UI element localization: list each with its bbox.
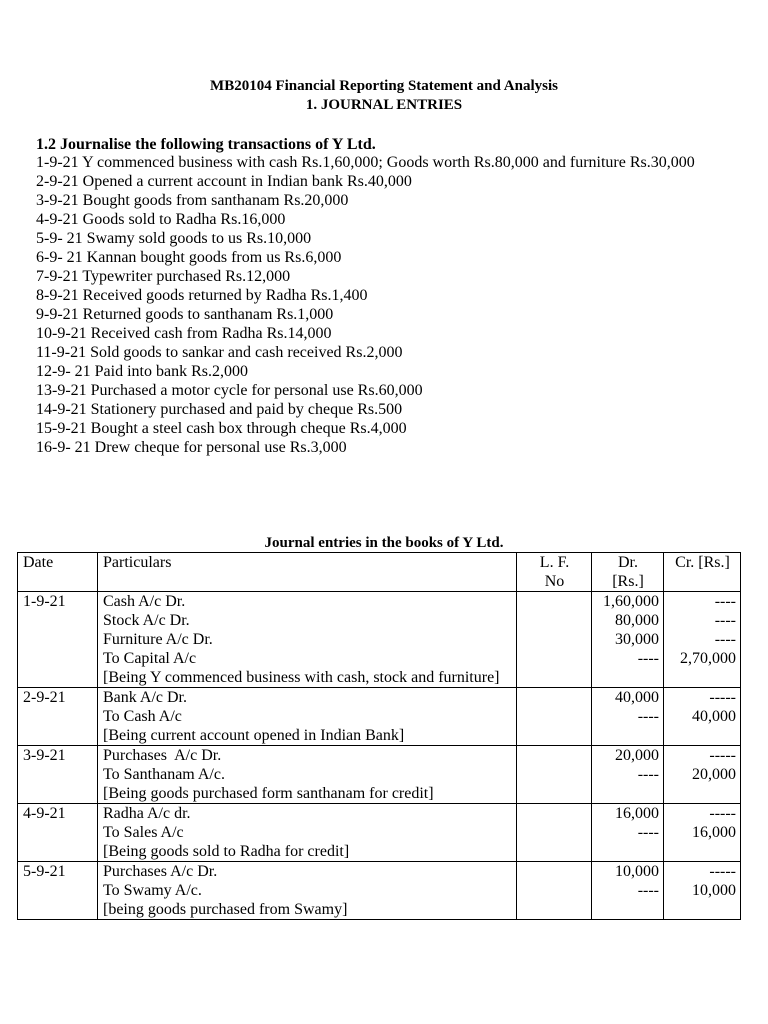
journal-entry-row <box>18 862 741 920</box>
credit-amount: ----- <box>709 747 736 764</box>
entry-date: 3-9-21 <box>18 746 98 804</box>
entry-date: 4-9-21 <box>18 804 98 862</box>
header-dr-line1: Dr. <box>618 554 638 571</box>
credit-amount: 2,70,000 <box>680 650 736 667</box>
credit-amount: 10,000 <box>692 882 736 899</box>
transaction-item: 13-9-21 Purchased a motor cycle for personal use Rs.60,000 <box>36 382 423 399</box>
entry-debit <box>592 688 664 746</box>
journal-table-title: Journal entries in the books of Y Ltd. <box>264 535 504 551</box>
transaction-item: 10-9-21 Received cash from Radha Rs.14,000 <box>36 325 332 342</box>
entry-line: To Sales A/c <box>103 824 184 841</box>
debit-amount: ---- <box>637 882 659 899</box>
entry-narration: [Being Y commenced business with cash, stock and furniture] <box>103 669 500 686</box>
entry-particulars <box>98 804 517 862</box>
transaction-item: 8-9-21 Received goods returned by Radha Rs.1,400 <box>36 287 368 304</box>
transaction-item: 11-9-21 Sold goods to sankar and cash received Rs.2,000 <box>36 344 403 361</box>
entry-line: Furniture A/c Dr. <box>103 631 213 648</box>
journal-entry-row <box>18 592 741 688</box>
entry-ledger-folio <box>517 746 592 804</box>
entry-debit <box>592 862 664 920</box>
entry-narration: [Being current account opened in Indian Bank] <box>103 727 405 744</box>
debit-amount: 30,000 <box>615 631 659 648</box>
transaction-item: 9-9-21 Returned goods to santhanam Rs.1,000 <box>36 306 334 323</box>
entry-narration: [being goods purchased from Swamy] <box>103 901 348 918</box>
entry-ledger-folio <box>517 688 592 746</box>
entry-ledger-folio <box>517 862 592 920</box>
entry-line: Purchases A/c Dr. <box>103 863 218 880</box>
debit-amount: 20,000 <box>615 747 659 764</box>
debit-amount: 40,000 <box>615 689 659 706</box>
entry-particulars <box>98 746 517 804</box>
entry-line: To Swamy A/c. <box>103 882 202 899</box>
transaction-item: 15-9-21 Bought a steel cash box through cheque Rs.4,000 <box>36 420 407 437</box>
entry-date: 2-9-21 <box>18 688 98 746</box>
transaction-item: 16-9- 21 Drew cheque for personal use Rs.3,000 <box>36 439 347 456</box>
entry-ledger-folio <box>517 592 592 688</box>
course-title: MB20104 Financial Reporting Statement and Analysis <box>210 78 558 94</box>
credit-amount: ---- <box>714 631 736 648</box>
header-debit <box>592 553 664 592</box>
debit-amount: ---- <box>637 650 659 667</box>
debit-amount: 16,000 <box>615 805 659 822</box>
transaction-item: 7-9-21 Typewriter purchased Rs.12,000 <box>36 268 291 285</box>
entry-credit <box>664 804 741 862</box>
question-title: 1.2 Journalise the following transactions of Y Ltd. <box>36 136 376 153</box>
entry-line: To Santhanam A/c. <box>103 766 225 783</box>
entry-ledger-folio <box>517 804 592 862</box>
entry-particulars <box>98 688 517 746</box>
entry-debit <box>592 746 664 804</box>
chapter-title: 1. JOURNAL ENTRIES <box>305 97 463 113</box>
entry-date: 5-9-21 <box>18 862 98 920</box>
credit-amount: ----- <box>709 689 736 706</box>
journal-entry-row <box>18 746 741 804</box>
transaction-item: 12-9- 21 Paid into bank Rs.2,000 <box>36 363 248 380</box>
header-date: Date <box>18 553 98 592</box>
entry-line: Radha A/c dr. <box>103 805 191 822</box>
credit-amount: ---- <box>714 612 736 629</box>
entry-debit <box>592 804 664 862</box>
debit-amount: ---- <box>637 766 659 783</box>
entry-credit <box>664 592 741 688</box>
transaction-item: 5-9- 21 Swamy sold goods to us Rs.10,000 <box>36 230 312 247</box>
credit-amount: 20,000 <box>692 766 736 783</box>
entry-credit <box>664 688 741 746</box>
journal-header-row <box>18 553 741 592</box>
entry-credit <box>664 746 741 804</box>
transaction-item: 6-9- 21 Kannan bought goods from us Rs.6,000 <box>36 249 342 266</box>
header-lf-line1: L. F. <box>539 554 570 571</box>
credit-amount: ----- <box>709 863 736 880</box>
entry-credit <box>664 862 741 920</box>
debit-amount: 10,000 <box>615 863 659 880</box>
entry-line: Bank A/c Dr. <box>103 689 187 706</box>
debit-amount: 1,60,000 <box>603 593 659 610</box>
transaction-item: 4-9-21 Goods sold to Radha Rs.16,000 <box>36 211 286 228</box>
entry-narration: [Being goods purchased form santhanam for credit] <box>103 785 434 802</box>
credit-amount: ----- <box>709 805 736 822</box>
entry-debit <box>592 592 664 688</box>
debit-amount: ---- <box>637 824 659 841</box>
credit-amount: ---- <box>714 593 736 610</box>
credit-amount: 16,000 <box>692 824 736 841</box>
entry-line: Cash A/c Dr. <box>103 593 186 610</box>
journal-table <box>17 552 741 920</box>
journal-entry-row <box>18 688 741 746</box>
debit-amount: ---- <box>637 708 659 725</box>
entry-particulars <box>98 862 517 920</box>
header-dr-line2: [Rs.] <box>612 573 644 590</box>
entry-line: To Cash A/c <box>103 708 182 725</box>
credit-amount: 40,000 <box>692 708 736 725</box>
entry-narration: [Being goods sold to Radha for credit] <box>103 843 350 860</box>
transaction-list <box>36 153 736 457</box>
debit-amount: 80,000 <box>615 612 659 629</box>
entry-line: To Capital A/c <box>103 650 197 667</box>
transaction-item: 3-9-21 Bought goods from santhanam Rs.20,000 <box>36 192 349 209</box>
header-lf-line2: No <box>544 573 565 590</box>
entry-line: Purchases A/c Dr. <box>103 747 222 764</box>
journal-entry-row <box>18 804 741 862</box>
header-particulars: Particulars <box>98 553 517 592</box>
entry-particulars <box>98 592 517 688</box>
entry-date: 1-9-21 <box>18 592 98 688</box>
header-ledger-folio <box>517 553 592 592</box>
transaction-item: 2-9-21 Opened a current account in Indian bank Rs.40,000 <box>36 173 412 190</box>
entry-line: Stock A/c Dr. <box>103 612 190 629</box>
transaction-item: 14-9-21 Stationery purchased and paid by cheque Rs.500 <box>36 401 403 418</box>
transaction-item: 1-9-21 Y commenced business with cash Rs.1,60,000; Goods worth Rs.80,000 and furniture Rs.30,000 <box>36 154 695 171</box>
header-credit: Cr. [Rs.] <box>664 553 741 592</box>
